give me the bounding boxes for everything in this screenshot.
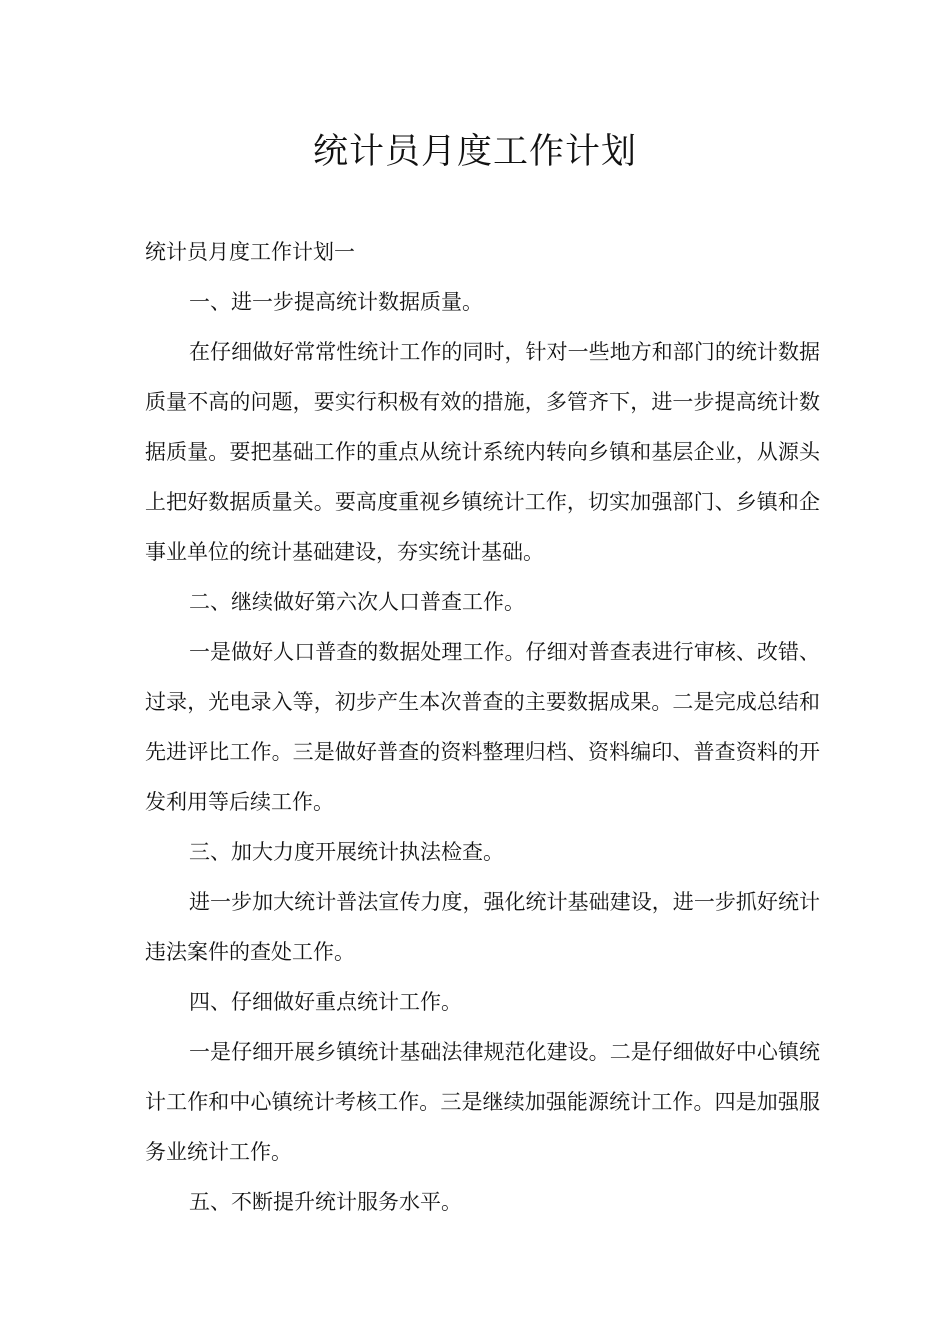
paragraph-3: 进一步加大统计普法宣传力度，强化统计基础建设，进一步抓好统计违法案件的查处工作。 <box>145 890 820 964</box>
section-heading-3: 三、加大力度开展统计执法检查。 <box>189 840 504 864</box>
paragraph-1: 在仔细做好常常性统计工作的同时，针对一些地方和部门的统计数据质量不高的问题，要实行积极有效的措施，多管齐下，进一步提高统计数据质量。要把基础工作的重点从统计系统内转向乡镇和基层企业，从源头上把好数据质量关。要高度重视乡镇统计工作，切实加强部门、乡镇和企事业单位的统计基础建设，夯实统计基础。 <box>145 340 820 564</box>
document-body <box>145 227 820 1227</box>
paragraph-4: 一是仔细开展乡镇统计基础法律规范化建设。二是仔细做好中心镇统计工作和中心镇统计考核工作。三是继续加强能源统计工作。四是加强服务业统计工作。 <box>145 1040 820 1164</box>
paragraph-2: 一是做好人口普查的数据处理工作。仔细对普查表进行审核、改错、过录，光电录入等，初步产生本次普查的主要数据成果。二是完成总结和先进评比工作。三是做好普查的资料整理归档、资料编印、普查资料的开发利用等后续工作。 <box>145 640 820 814</box>
section-heading-1: 一、进一步提高统计数据质量。 <box>189 290 483 314</box>
section-heading-4: 四、仔细做好重点统计工作。 <box>189 990 462 1014</box>
section-heading-2: 二、继续做好第六次人口普查工作。 <box>189 590 525 614</box>
document-title: 统计员月度工作计划 <box>312 132 637 172</box>
section-heading-5: 五、不断提升统计服务水平。 <box>189 1190 462 1214</box>
document-subtitle: 统计员月度工作计划一 <box>145 240 355 264</box>
